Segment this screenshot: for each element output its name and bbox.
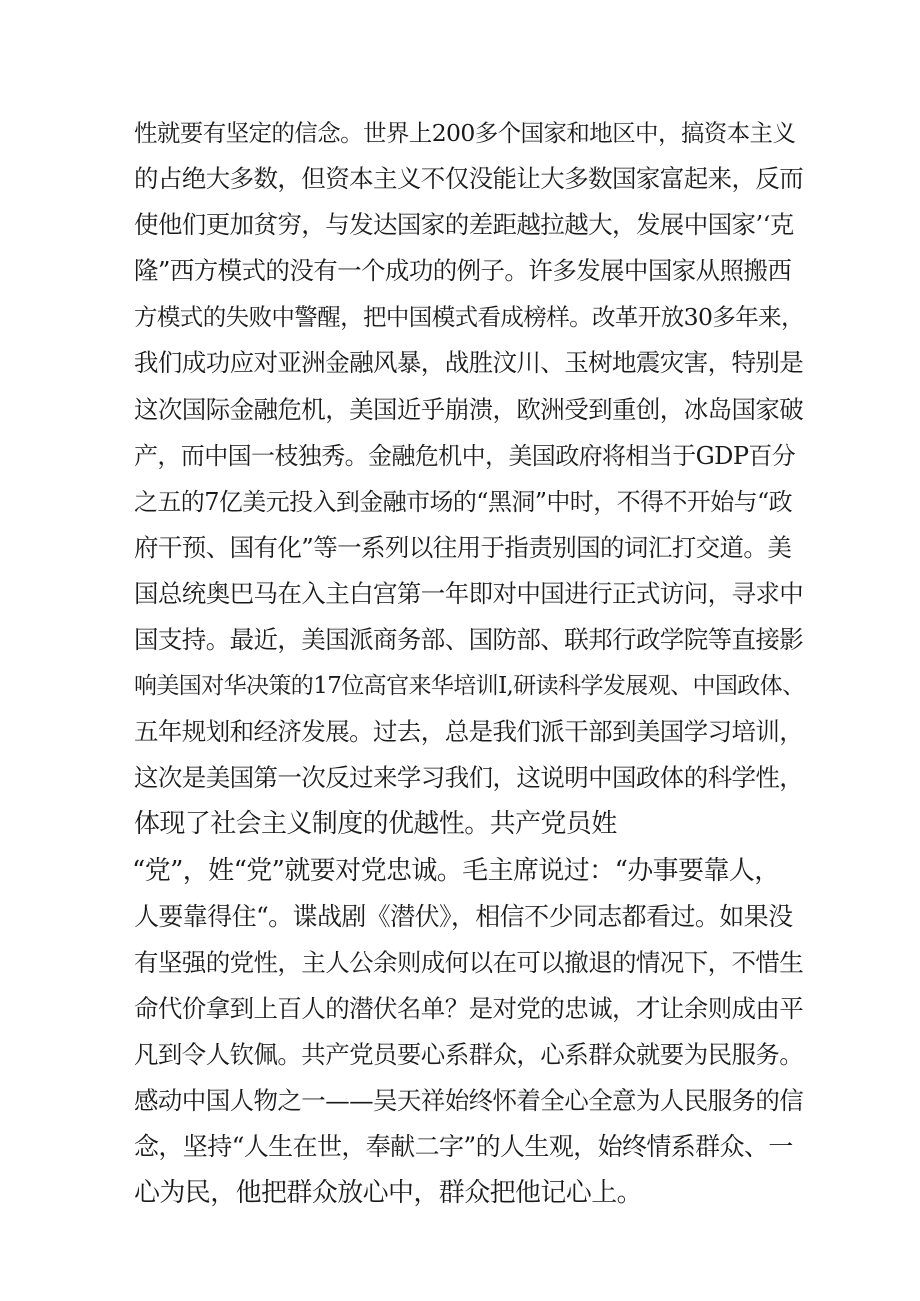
body-text — [134, 110, 804, 1216]
text-line: 五年规划和经济发展。过去，总是我们派干部到美国学习培训， — [134, 717, 804, 747]
text-line: 这次是美国第一次反过来学习我们，这说明中国政体的科学性， — [134, 763, 804, 793]
text-line: 国支持。最近，美国派商务部、国防部、联邦行政学院等直接影 — [134, 625, 804, 655]
text-line: 我们成功应对亚洲金融风暴，战胜汶川、玉树地震灾害，特别是 — [134, 348, 804, 378]
text-line: 产，而中国一枝独秀。金融危机中，美国政府将相当于GDP百分 — [134, 441, 796, 470]
text-line: 人要靠得住“。谍战剧《潜伏》，相信不少同志都看过。如果没 — [134, 901, 793, 931]
text-line: 心为民，他把群众放心中，群众把他记心上。 — [134, 1178, 643, 1209]
text-line: 方模式的失败中警醒，把中国模式看成榜样。改革开放30多年来， — [134, 303, 804, 332]
text-line: 念，坚持“人生在世，奉献二字”的人生观，始终情系群众、一 — [134, 1132, 793, 1162]
text-line: “党”，姓“党”就要对党忠诚。毛主席说过：“办事要靠人， — [132, 855, 780, 886]
text-line: 响美国对华决策的17位高官来华培训I,研读科学发展观、中国政体、 — [134, 673, 805, 700]
text-line: 这次国际金融危机，美国近乎崩溃，欧洲受到重创，冰岛国家破 — [134, 394, 804, 424]
text-line: 隆”西方模式的没有一个成功的例子。许多发展中国家从照搬西 — [134, 256, 792, 286]
text-line: 的占绝大多数，但资本主义不仅没能让大多数国家富起来，反而 — [134, 164, 804, 194]
text-line: 感动中国人物之一——吴天祥始终怀着全心全意为人民服务的信 — [134, 1085, 804, 1115]
text-line: 国总统奥巴马在入主白宫第一年即对中国进行正式访问，寻求中 — [134, 578, 804, 608]
text-line: 有坚强的党性，主人公余则成何以在可以撤退的情况下，不惜生 — [134, 947, 804, 977]
text-line: 府干预、国有化”等一系列以往用于指责别国的词汇打交道。美 — [134, 532, 792, 562]
text-line: 命代价拿到上百人的潜伏名单？是对党的忠诚，才让余则成由平 — [134, 993, 804, 1023]
text-line: 之五的7亿美元投入到金融市场的“黑洞”中时，不得不开始与“政 — [134, 487, 793, 516]
text-line: 性就要有坚定的信念。世界上200多个国家和地区中，搞资本主义 — [134, 119, 796, 147]
text-line: 凡到令人钦佩。共产党员要心系群众，心系群众就要为民服务。 — [134, 1039, 804, 1069]
text-line: 体现了社会主义制度的优越性。共产党员姓 — [134, 809, 617, 840]
text-line: 使他们更加贫穷，与发达国家的差距越拉越大，发展中国家’‘克 — [134, 210, 794, 240]
